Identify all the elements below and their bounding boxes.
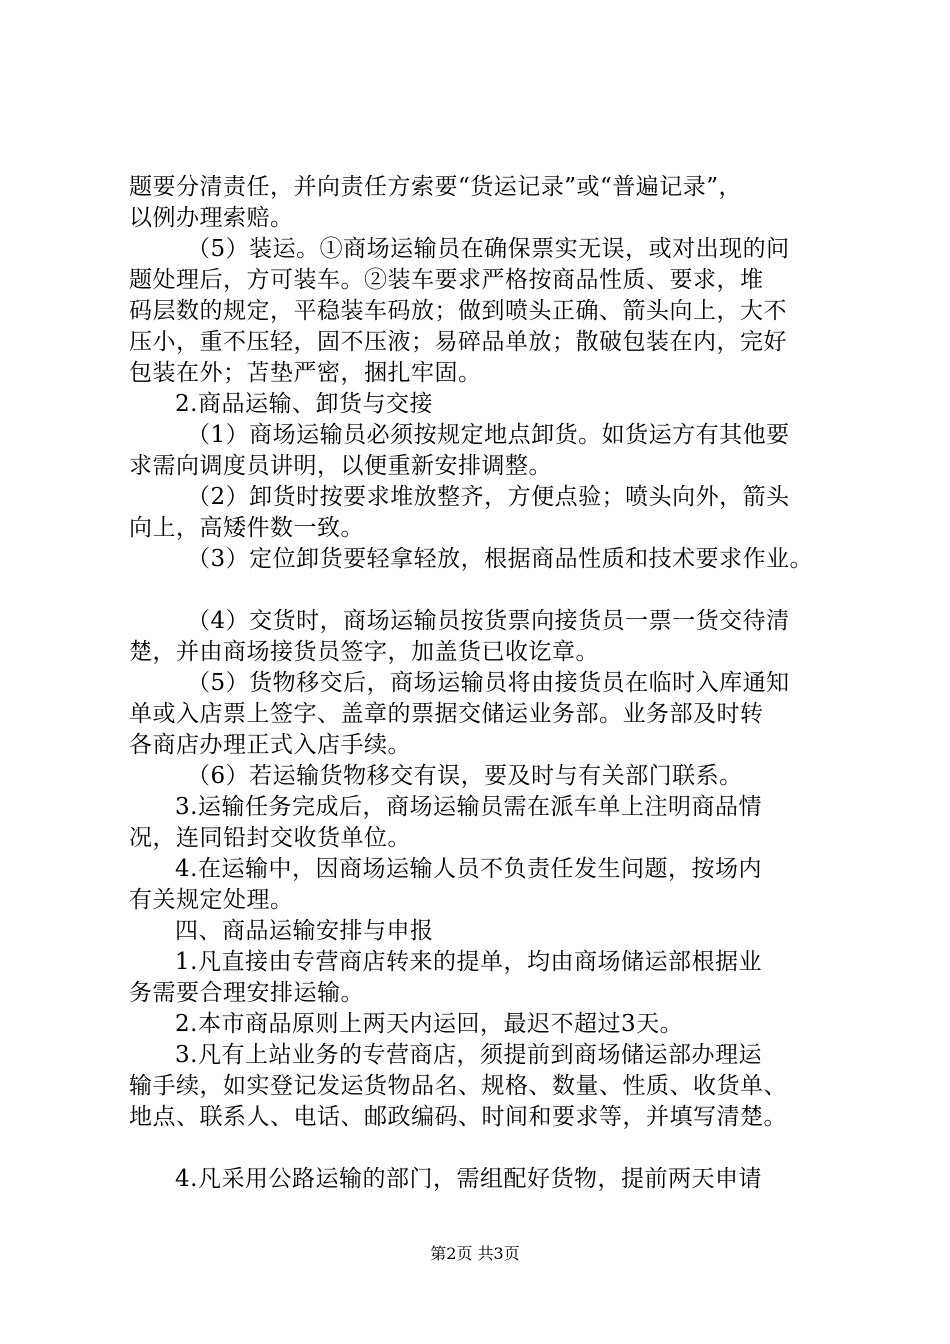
paragraph-gap — [129, 575, 849, 606]
text-line: （4）交货时，商场运输员按货票向接货员一票一货交待清 — [187, 608, 790, 634]
text-line: 以例办理索赔。 — [129, 205, 294, 231]
text-line: 求需向调度员讲明，以便重新安排调整。 — [129, 453, 552, 479]
text-line: （3）定位卸货要轻拿轻放，根据商品性质和技术要求作业。 — [187, 546, 814, 572]
text-line: 况，连同铅封交收货单位。 — [129, 825, 411, 851]
text-line: （6）若运输货物移交有误，要及时与有关部门联系。 — [187, 763, 743, 789]
text-line: （1）商场运输员必须按规定地点卸货。如货运方有其他要 — [187, 422, 790, 448]
text-line: 4.凡采用公路运输的部门，需组配好货物，提前两天申请 — [175, 1166, 762, 1192]
text-line: 输手续，如实登记发运货物品名、规格、数量、性质、收货单、 — [129, 1073, 787, 1099]
text-line: 3.凡有上站业务的专营商店，须提前到商场储运部办理运 — [175, 1042, 762, 1068]
text-line: 3.运输任务完成后，商场运输员需在派车单上注明商品情 — [175, 794, 762, 820]
text-line: 题处理后，方可装车。②装车要求严格按商品性质、要求，堆 — [129, 267, 764, 293]
section-heading: 2.商品运输、卸货与交接 — [175, 391, 433, 417]
page-number-label: 第2页 共3页 — [430, 1244, 520, 1263]
text-line: 1.凡直接由专营商店转来的提单，均由商场储运部根据业 — [175, 949, 762, 975]
text-line: 各商店办理正式入店手续。 — [129, 732, 411, 758]
text-line: 4.在运输中，因商场运输人员不负责任发生问题，按场内 — [175, 856, 762, 882]
text-line: 有关规定处理。 — [129, 887, 294, 913]
text-line: 向上，高矮件数一致。 — [129, 515, 364, 541]
text-line: 包装在外；苫垫严密，捆扎牢固。 — [129, 360, 482, 386]
text-line: （2）卸货时按要求堆放整齐，方便点验；喷头向外，箭头 — [187, 484, 790, 510]
document-body — [129, 172, 849, 1195]
text-line: 楚，并由商场接货员签字，加盖货已收讫章。 — [129, 639, 599, 665]
text-line: （5）货物移交后，商场运输员将由接货员在临时入库通知 — [187, 670, 790, 696]
text-line: 务需要合理安排运输。 — [129, 980, 364, 1006]
page-footer — [0, 1244, 950, 1264]
text-line: （5）装运。①商场运输员在确保票实无误，或对出现的问 — [187, 236, 790, 262]
text-line: 单或入店票上签字、盖章的票据交储运业务部。业务部及时转 — [129, 701, 764, 727]
text-line: 题要分清责任，并向责任方索要“货运记录”或“普遍记录”， — [129, 174, 743, 200]
text-line: 2.本市商品原则上两天内运回，最迟不超过3天。 — [175, 1011, 684, 1037]
paragraph-gap — [129, 1133, 849, 1164]
text-line: 码层数的规定，平稳装车码放；做到喷头正确、箭头向上，大不 — [129, 298, 787, 324]
text-line: 压小，重不压轻，固不压液；易碎品单放；散破包装在内，完好 — [129, 329, 787, 355]
section-heading: 四、商品运输安排与申报 — [175, 918, 434, 944]
text-line: 地点、联系人、电话、邮政编码、时间和要求等，并填写清楚。 — [129, 1104, 787, 1130]
